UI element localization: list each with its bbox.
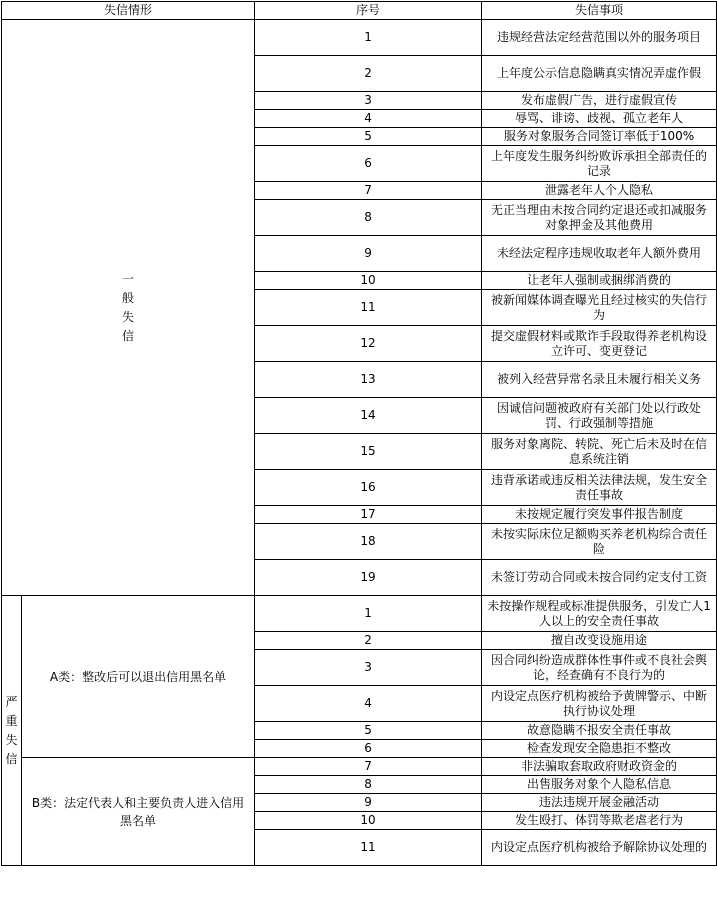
row-number: 3 (255, 92, 482, 110)
table-row (2, 596, 717, 632)
row-number: 9 (255, 236, 482, 272)
row-number: 12 (255, 326, 482, 362)
row-number: 11 (255, 830, 482, 866)
row-number: 13 (255, 362, 482, 398)
row-item: 上年度发生服务纠纷败诉承担全部责任的记录 (482, 146, 717, 182)
row-item: 上年度公示信息隐瞒真实情况弄虚作假 (482, 56, 717, 92)
row-number: 18 (255, 524, 482, 560)
row-item: 因诚信问题被政府有关部门处以行政处罚、行政强制等措施 (482, 398, 717, 434)
header-row (2, 2, 717, 20)
row-number: 4 (255, 110, 482, 128)
row-number: 6 (255, 740, 482, 758)
header-number: 序号 (255, 2, 482, 20)
row-item: 服务对象服务合同签订率低于100% (482, 128, 717, 146)
row-item: 未按操作规程或标准提供服务，引发亡人1人以上的安全责任事故 (482, 596, 717, 632)
row-number: 8 (255, 200, 482, 236)
row-item: 内设定点医疗机构被给予解除协议处理的 (482, 830, 717, 866)
row-number: 15 (255, 434, 482, 470)
row-item: 擅自改变设施用途 (482, 632, 717, 650)
row-item: 未按规定履行突发事件报告制度 (482, 506, 717, 524)
row-number: 6 (255, 146, 482, 182)
row-item: 无正当理由未按合同约定退还或扣减服务对象押金及其他费用 (482, 200, 717, 236)
row-item: 服务对象离院、转院、死亡后未及时在信息系统注销 (482, 434, 717, 470)
row-item: 违法违规开展金融活动 (482, 794, 717, 812)
row-number: 5 (255, 722, 482, 740)
row-item: 被列入经营异常名录且未履行相关义务 (482, 362, 717, 398)
row-number: 11 (255, 290, 482, 326)
header-item: 失信事项 (482, 2, 717, 20)
row-item: 未按实际床位足额购买养老机构综合责任险 (482, 524, 717, 560)
row-item: 故意隐瞒不报安全责任事故 (482, 722, 717, 740)
row-number: 16 (255, 470, 482, 506)
row-item: 提交虚假材料或欺诈手段取得养老机构设立许可、变更登记 (482, 326, 717, 362)
row-item: 发布虚假广告，进行虚假宣传 (482, 92, 717, 110)
row-number: 5 (255, 128, 482, 146)
category-b-label: B类：法定代表人和主要负责人进入信用黑名单 (22, 758, 255, 866)
table-row (2, 758, 717, 776)
row-item: 让老年人强制或捆绑消费的 (482, 272, 717, 290)
row-number: 7 (255, 758, 482, 776)
row-number: 1 (255, 20, 482, 56)
row-number: 9 (255, 794, 482, 812)
row-number: 10 (255, 272, 482, 290)
row-number: 19 (255, 560, 482, 596)
row-item: 未签订劳动合同或未按合同约定支付工资 (482, 560, 717, 596)
category-a-label: A类：整改后可以退出信用黑名单 (22, 596, 255, 758)
row-item: 违背承诺或违反相关法律法规，发生安全责任事故 (482, 470, 717, 506)
row-item: 违规经营法定经营范围以外的服务项目 (482, 20, 717, 56)
row-item: 非法骗取套取政府财政资金的 (482, 758, 717, 776)
row-number: 2 (255, 56, 482, 92)
row-number: 8 (255, 776, 482, 794)
row-item: 发生殴打、体罚等欺老虐老行为 (482, 812, 717, 830)
row-number: 1 (255, 596, 482, 632)
general-category-label (2, 20, 255, 596)
row-number: 17 (255, 506, 482, 524)
table-row (2, 20, 717, 56)
header-situation: 失信情形 (2, 2, 255, 20)
credit-table (1, 1, 717, 866)
row-item: 出售服务对象个人隐私信息 (482, 776, 717, 794)
row-number: 4 (255, 686, 482, 722)
row-item: 内设定点医疗机构被给予黄牌警示、中断执行协议处理 (482, 686, 717, 722)
row-item: 被新闻媒体调查曝光且经过核实的失信行为 (482, 290, 717, 326)
row-number: 7 (255, 182, 482, 200)
row-number: 2 (255, 632, 482, 650)
row-item: 检查发现安全隐患拒不整改 (482, 740, 717, 758)
credit-table-body (2, 2, 717, 866)
general-category-text: 一般失信 (121, 271, 134, 343)
row-item: 未经法定程序违规收取老年人额外费用 (482, 236, 717, 272)
row-item: 泄露老年人个人隐私 (482, 182, 717, 200)
row-item: 辱骂、诽谤、歧视、孤立老年人 (482, 110, 717, 128)
serious-category-label (2, 596, 22, 866)
row-number: 3 (255, 650, 482, 686)
row-number: 10 (255, 812, 482, 830)
row-number: 14 (255, 398, 482, 434)
serious-category-text: 严重失信 (5, 694, 18, 766)
row-item: 因合同纠纷造成群体性事件或不良社会舆论，经查确有不良行为的 (482, 650, 717, 686)
